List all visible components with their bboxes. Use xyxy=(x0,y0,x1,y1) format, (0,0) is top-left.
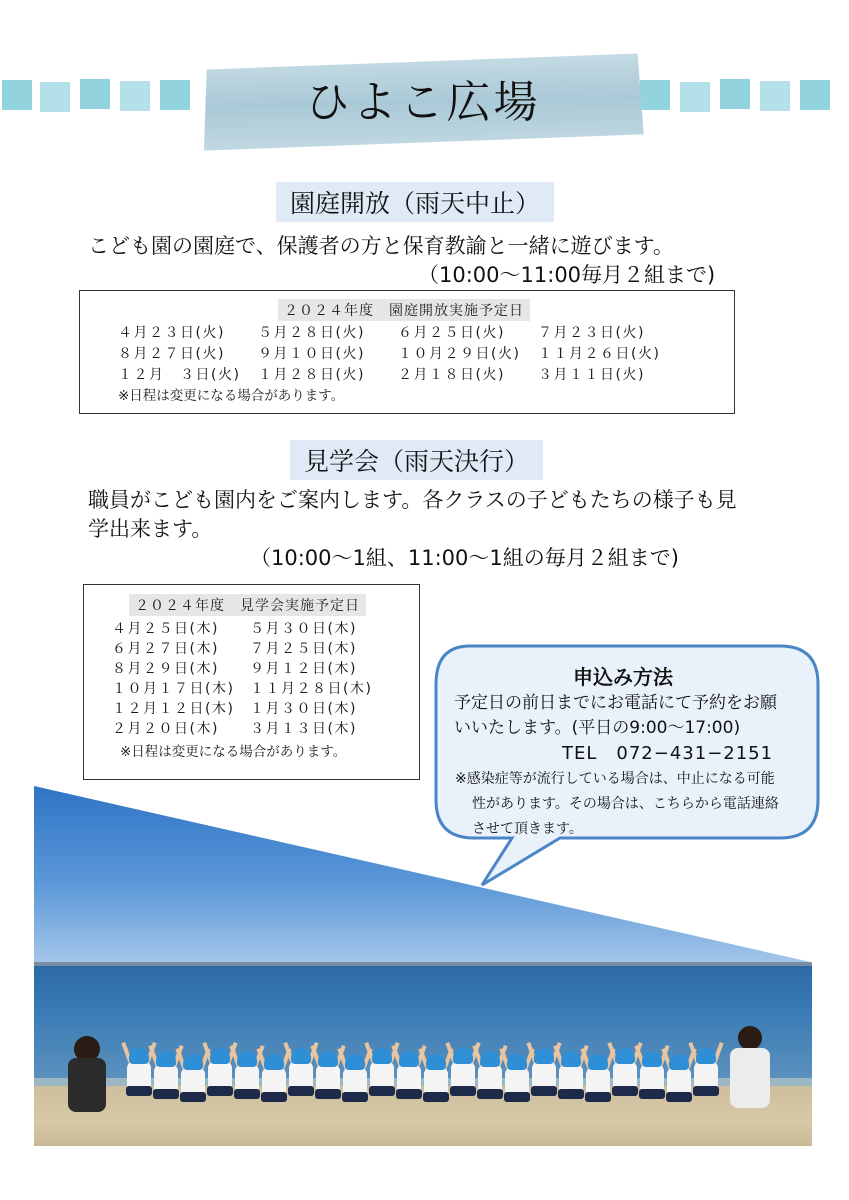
section1-heading: 園庭開放（雨天中止） xyxy=(276,182,554,222)
section2-date: ３月１３日(木) xyxy=(250,721,357,737)
section1-date: ２月１８日(火) xyxy=(398,367,505,383)
section2-date: ４月２５日(木) xyxy=(112,621,219,637)
application-line1: 予定日の前日までにお電話にて予約をお願 xyxy=(454,693,777,713)
section1-date: ９月１０日(火) xyxy=(258,346,365,362)
section2-heading: 見学会（雨天決行） xyxy=(290,440,543,480)
application-note-line2: 性があります。その場合は、こちらから電話連絡 xyxy=(472,796,779,812)
section1-date: １１月２６日(火) xyxy=(538,346,661,362)
section2-date: ８月２９日(木) xyxy=(112,661,219,677)
section2-description-line2: 学出来ます。 xyxy=(88,517,213,541)
section2-schedule-heading: ２０２４年度 見学会実施予定日 xyxy=(129,594,366,616)
section1-date: ４月２３日(火) xyxy=(118,325,225,341)
application-note-line3: させて頂きます。 xyxy=(472,821,583,837)
page-title: ひよこ広場 xyxy=(305,77,541,128)
section2-date: １２月１２日(木) xyxy=(112,701,235,717)
section2-date: １１月２８日(木) xyxy=(250,681,373,697)
section1-date: １２月 ３日(火) xyxy=(118,367,241,383)
section2-description-line1: 職員がこども園内をご案内します。各クラスの子どもたちの様子も見 xyxy=(88,488,737,512)
section1-date: ８月２７日(火) xyxy=(118,346,225,362)
section1-date: １月２８日(火) xyxy=(258,367,365,383)
section2-date: １月３０日(木) xyxy=(250,701,357,717)
section2-date: １０月１７日(木) xyxy=(112,681,235,697)
application-note-line1: ※感染症等が流行している場合は、中止になる可能 xyxy=(455,771,775,787)
application-line2: いいたします。(平日の9:00～17:00) xyxy=(454,718,741,738)
section2-date: ２月２０日(木) xyxy=(112,721,219,737)
application-tel: TEL 072−431−2151 xyxy=(562,743,774,764)
section1-date: ６月２５日(火) xyxy=(398,325,505,341)
section1-schedule-heading: ２０２４年度 園庭開放実施予定日 xyxy=(278,299,530,321)
section1-date: ５月２８日(火) xyxy=(258,325,365,341)
section2-schedule-note: ※日程は変更になる場合があります。 xyxy=(120,744,347,760)
section2-date: ５月３０日(木) xyxy=(250,621,357,637)
section2-date: ９月１２日(木) xyxy=(250,661,357,677)
section2-time-note: （10:00～1組、11:00～1組の毎月２組まで) xyxy=(250,546,679,570)
application-heading: 申込み方法 xyxy=(573,665,673,689)
section1-time-note: （10:00～11:00毎月２組まで) xyxy=(418,263,716,287)
section1-description: こども園の園庭で、保護者の方と保育教諭と一緒に遊びます。 xyxy=(88,234,674,258)
section1-date: ３月１１日(火) xyxy=(538,367,645,383)
section1-schedule-note: ※日程は変更になる場合があります。 xyxy=(118,388,345,404)
section2-date: ６月２７日(木) xyxy=(112,641,219,657)
section1-date: １０月２９日(火) xyxy=(398,346,521,362)
section1-date: ７月２３日(火) xyxy=(538,325,645,341)
section2-date: ７月２５日(木) xyxy=(250,641,357,657)
